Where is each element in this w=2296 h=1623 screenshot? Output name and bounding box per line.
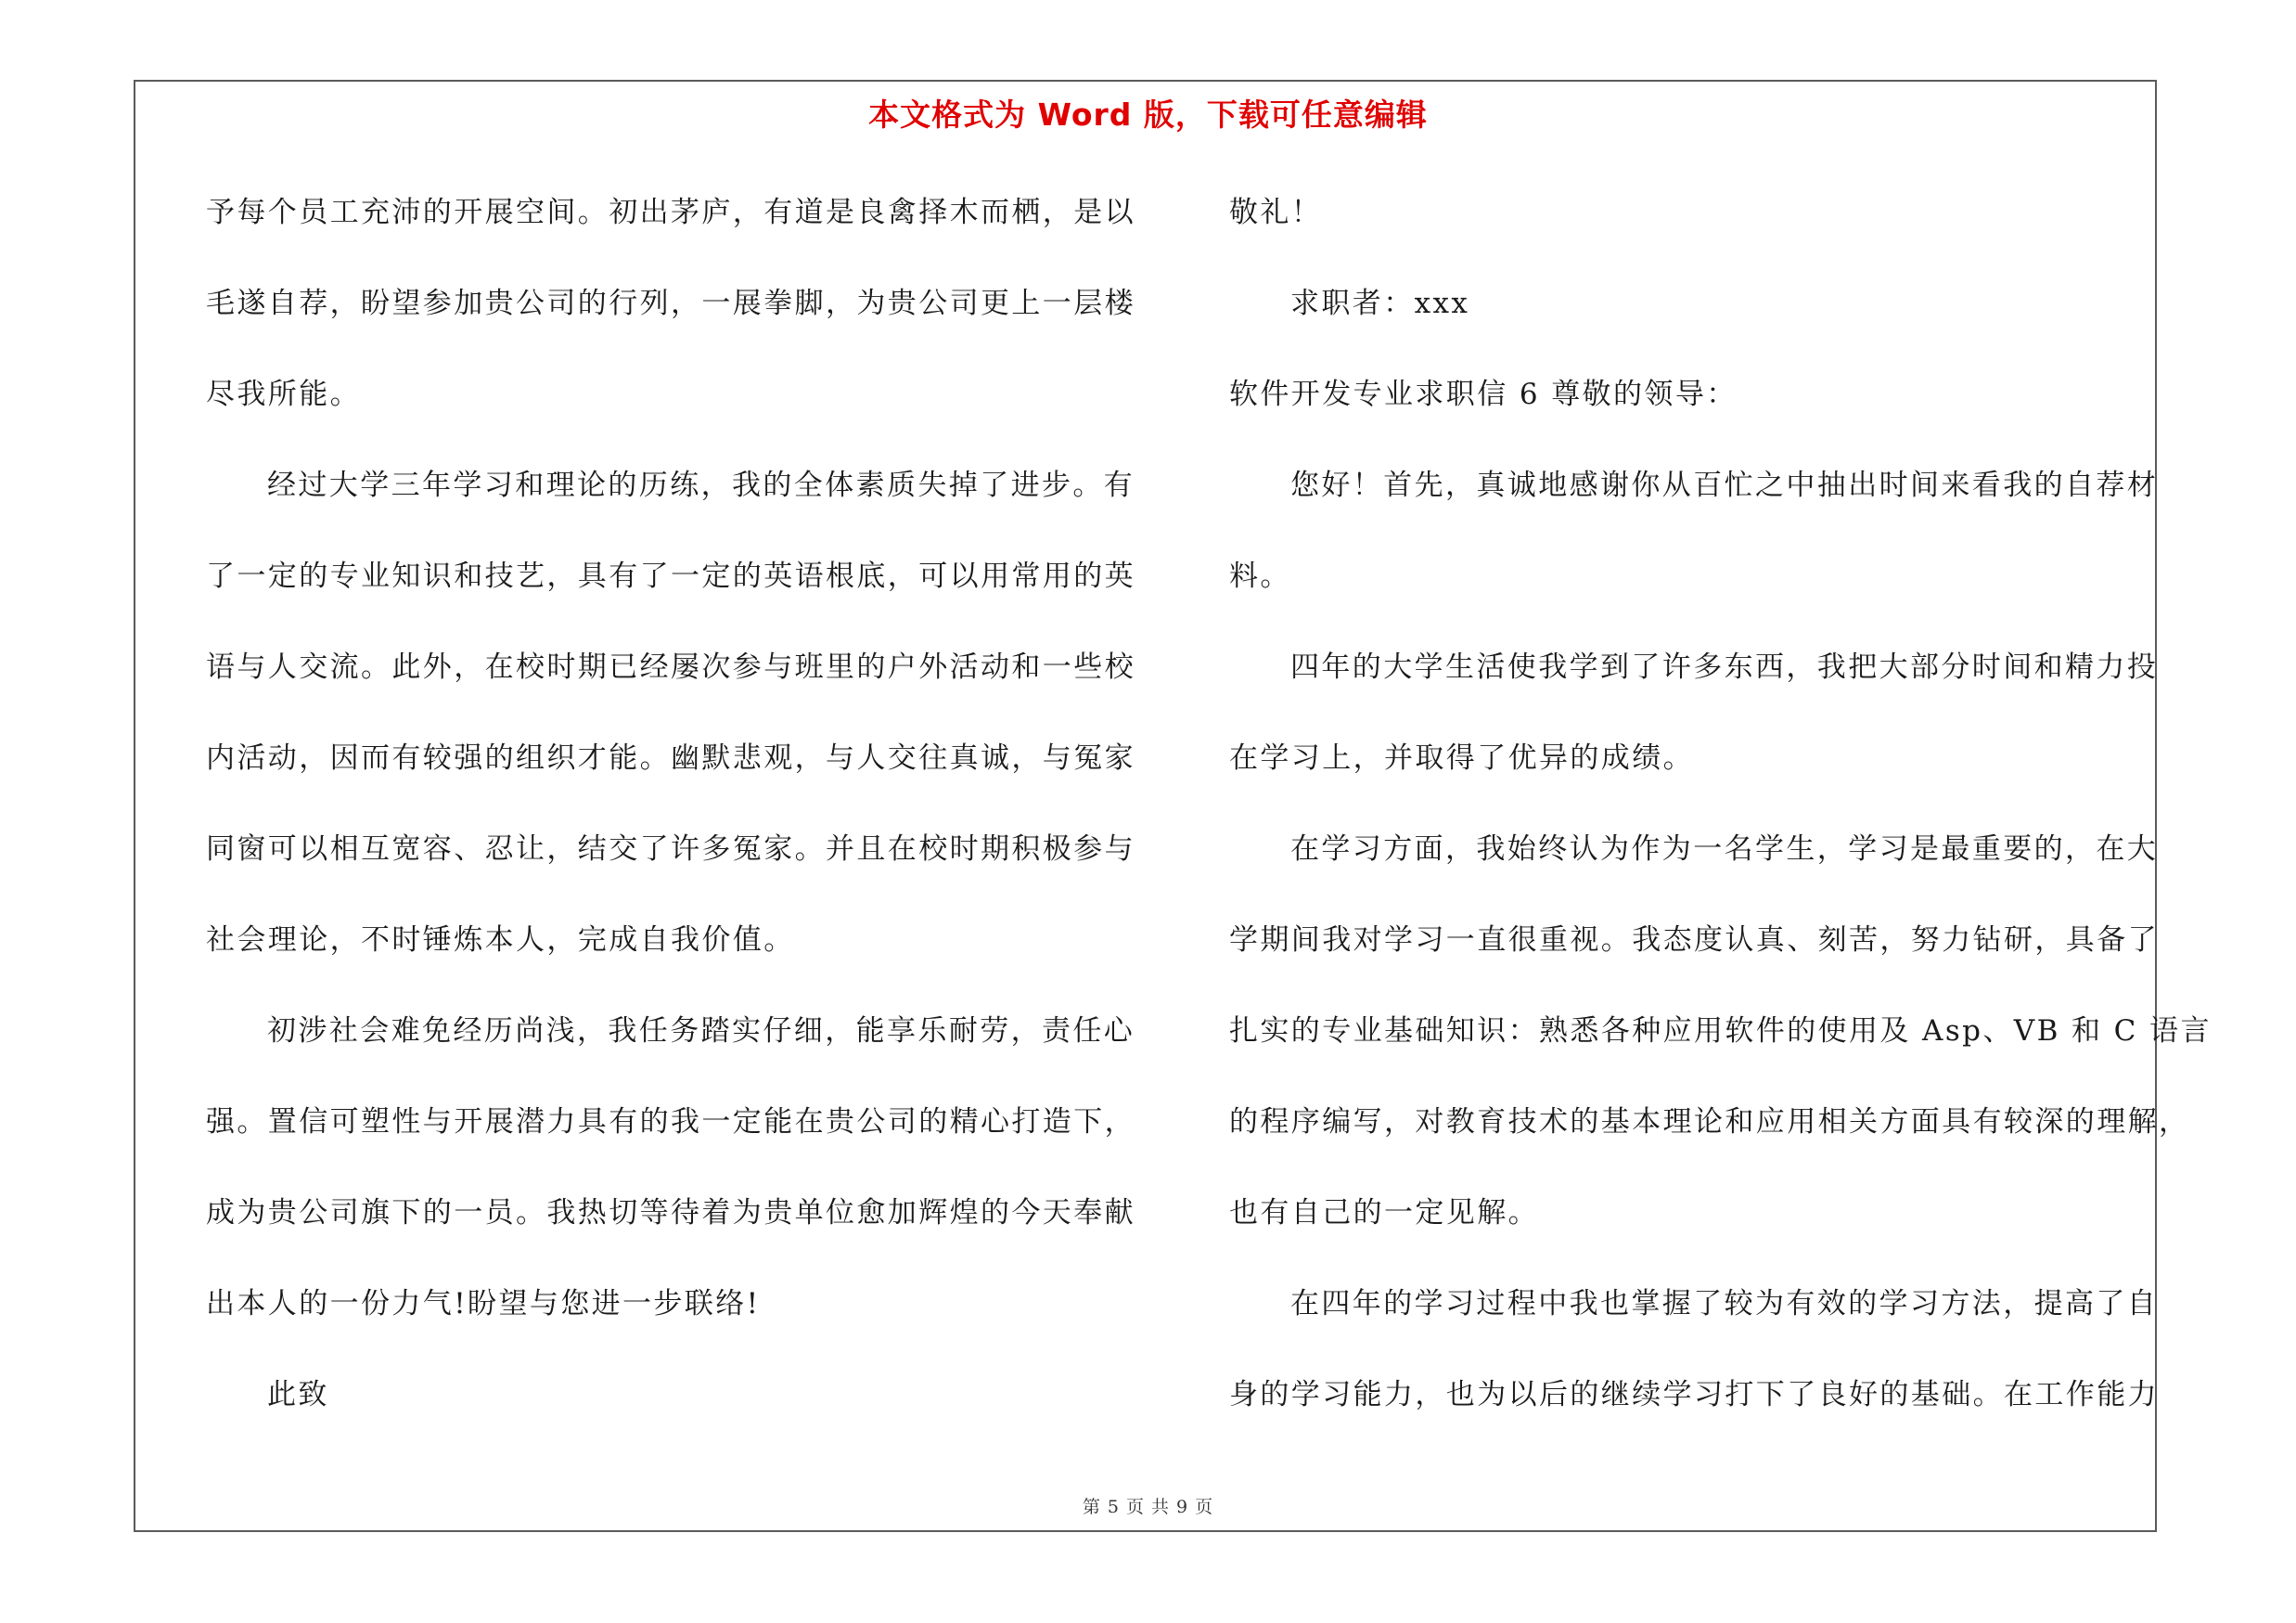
text-line: 敬礼！: [1229, 196, 1323, 229]
text-line: 同窗可以相互宽容、忍让，结交了许多冤家。并且在校时期积极参与: [206, 832, 1135, 866]
text-line: 了一定的专业知识和技艺，具有了一定的英语根底，可以用常用的英: [206, 560, 1135, 593]
text-line: 身的学习能力，也为以后的继续学习打下了良好的基础。在工作能力: [1229, 1378, 2159, 1411]
text-line: 四年的大学生活使我学到了许多东西，我把大部分时间和精力投: [1290, 650, 2159, 684]
text-line: 在学习上，并取得了优异的成绩。: [1229, 741, 1694, 775]
text-line: 内活动，因而有较强的组织才能。幽默悲观，与人交往真诚，与冤家: [206, 741, 1135, 775]
page-number-footer: 第 5 页 共 9 页: [1082, 1497, 1214, 1517]
text-line: 的程序编写，对教育技术的基本理论和应用相关方面具有较深的理解，: [1229, 1105, 2190, 1139]
text-line: 在四年的学习过程中我也掌握了较为有效的学习方法，提高了自: [1290, 1287, 2159, 1320]
text-line: 社会理论，不时锤炼本人，完成自我价值。: [206, 923, 795, 957]
text-line: 求职者：xxx: [1290, 287, 1470, 320]
text-line: 此致: [267, 1378, 329, 1411]
text-line: 毛遂自荐，盼望参加贵公司的行列，一展拳脚，为贵公司更上一层楼: [206, 287, 1135, 320]
text-line: 学期间我对学习一直很重视。我态度认真、刻苦，努力钻研，具备了: [1229, 923, 2159, 957]
text-line: 您好！首先，真诚地感谢你从百忙之中抽出时间来看我的自荐材: [1290, 469, 2159, 502]
text-line: 出本人的一份力气!盼望与您进一步联络!: [206, 1287, 761, 1320]
text-line: 成为贵公司旗下的一员。我热切等待着为贵单位愈加辉煌的今天奉献: [206, 1196, 1135, 1230]
text-line: 经过大学三年学习和理论的历练，我的全体素质失掉了进步。有: [267, 469, 1135, 502]
text-line: 在学习方面，我始终认为作为一名学生，学习是最重要的，在大: [1290, 832, 2159, 866]
text-line: 强。置信可塑性与开展潜力具有的我一定能在贵公司的精心打造下，: [206, 1105, 1135, 1139]
text-line: 语与人交流。此外，在校时期已经屡次参与班里的户外活动和一些校: [206, 650, 1135, 684]
text-line: 初涉社会难免经历尚浅，我任务踏实仔细，能享乐耐劳，责任心: [267, 1014, 1135, 1048]
text-line: 也有自己的一定见解。: [1229, 1196, 1539, 1230]
text-line: 扎实的专业基础知识：熟悉各种应用软件的使用及 Asp、VB 和 C 语言: [1229, 1014, 2212, 1048]
right-text-column: [1229, 186, 2212, 1459]
text-line: 软件开发专业求职信 6 尊敬的领导：: [1229, 378, 1738, 411]
text-line: 料。: [1229, 560, 1291, 593]
document-banner: 本文格式为 Word 版，下载可任意编辑: [868, 97, 1428, 133]
text-line: 尽我所能。: [206, 378, 361, 411]
text-line: 予每个员工充沛的开展空间。初出茅庐，有道是良禽择木而栖，是以: [206, 196, 1135, 229]
left-text-column: [206, 186, 1143, 1459]
